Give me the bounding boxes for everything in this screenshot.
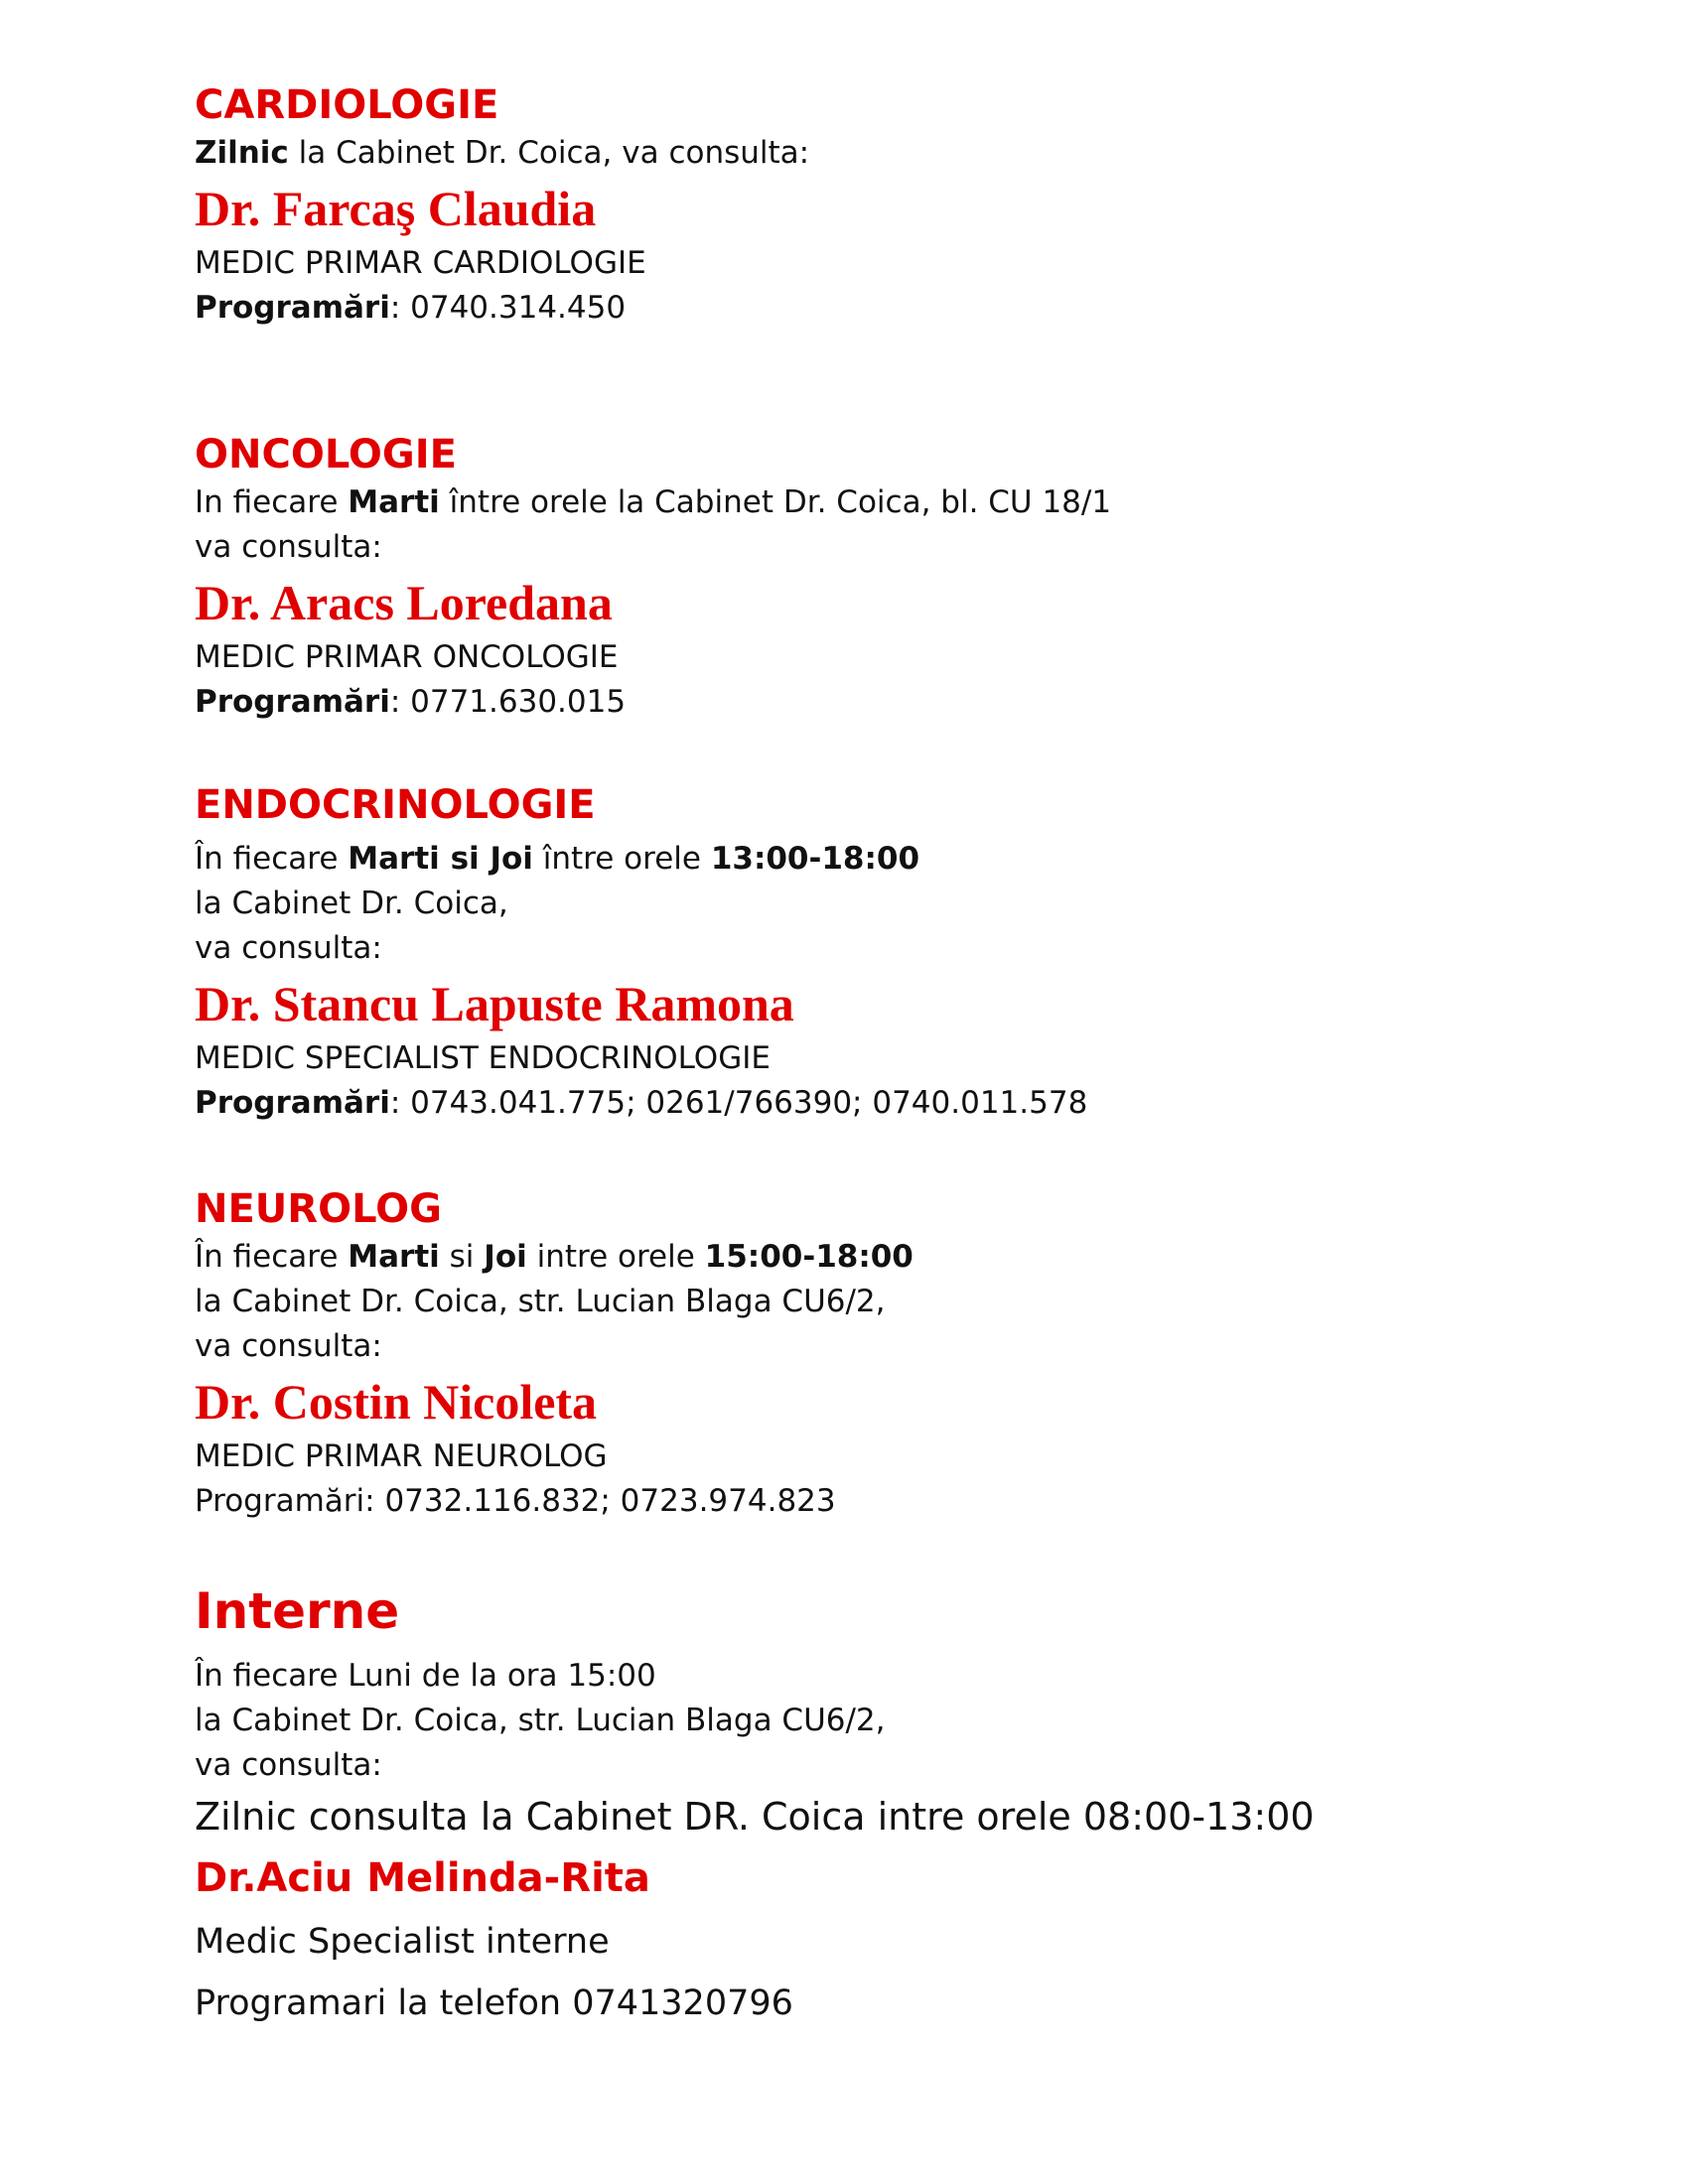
schedule-line: În fiecare Marti si Joi între orele 13:00-18:00 xyxy=(195,841,920,877)
appointments-line: Programări: 0771.630.015 xyxy=(195,684,627,720)
doctor-title: MEDIC PRIMAR NEUROLOG xyxy=(195,1438,608,1474)
doctor-name: Dr. Aracs Loredana xyxy=(195,575,613,630)
doctor-name: Dr. Costin Nicoleta xyxy=(195,1374,598,1430)
schedule-line: la Cabinet Dr. Coica, str. Lucian Blaga CU6/2, xyxy=(195,1703,886,1738)
doctor-name: Dr. Stancu Lapuste Ramona xyxy=(195,976,794,1031)
schedule-line: va consulta: xyxy=(195,1747,382,1783)
section-interne xyxy=(195,1578,1315,2034)
schedule-line: Zilnic la Cabinet Dr. Coica, va consulta: xyxy=(195,135,810,171)
appointments-line: Programări: 0732.116.832; 0723.974.823 xyxy=(195,1483,836,1519)
schedule-line: la Cabinet Dr. Coica, str. Lucian Blaga CU6/2, xyxy=(195,1284,886,1319)
schedule-line: În fiecare Luni de la ora 15:00 xyxy=(195,1658,656,1694)
doctor-title: MEDIC PRIMAR ONCOLOGIE xyxy=(195,639,619,675)
section-cardiologie xyxy=(195,79,809,331)
section-heading: CARDIOLOGIE xyxy=(195,82,499,128)
section-oncologie xyxy=(195,429,1111,725)
schedule-line: la Cabinet Dr. Coica, xyxy=(195,886,508,921)
doctor-title: MEDIC PRIMAR CARDIOLOGIE xyxy=(195,245,646,281)
schedule-line: va consulta: xyxy=(195,1328,382,1364)
section-heading: ENDOCRINOLOGIE xyxy=(195,782,596,828)
appointments-line: Programari la telefon 0741320796 xyxy=(195,1983,793,2023)
doctor-name: Dr.Aciu Melinda-Rita xyxy=(195,1855,650,1901)
schedule-line: În fiecare Marti si Joi intre orele 15:00-18:00 xyxy=(195,1239,914,1275)
appointments-line: Programări: 0740.314.450 xyxy=(195,290,627,326)
schedule-line-daily: Zilnic consulta la Cabinet DR. Coica intre orele 08:00-13:00 xyxy=(195,1795,1315,1839)
section-neurolog xyxy=(195,1183,914,1524)
appointments-line: Programări: 0743.041.775; 0261/766390; 0740.011.578 xyxy=(195,1085,1088,1121)
doctor-title: Medic Specialist interne xyxy=(195,1922,610,1962)
section-endocrinologie xyxy=(195,779,1087,1126)
doctor-title: MEDIC SPECIALIST ENDOCRINOLOGIE xyxy=(195,1040,771,1076)
section-heading: Interne xyxy=(195,1582,400,1640)
section-heading: NEUROLOG xyxy=(195,1186,442,1232)
section-heading: ONCOLOGIE xyxy=(195,432,457,478)
schedule-line: va consulta: xyxy=(195,930,382,966)
schedule-line: va consulta: xyxy=(195,529,382,565)
doctor-name: Dr. Farcaş Claudia xyxy=(195,181,597,236)
schedule-line: In fiecare Marti între orele la Cabinet Dr. Coica, bl. CU 18/1 xyxy=(195,484,1112,520)
